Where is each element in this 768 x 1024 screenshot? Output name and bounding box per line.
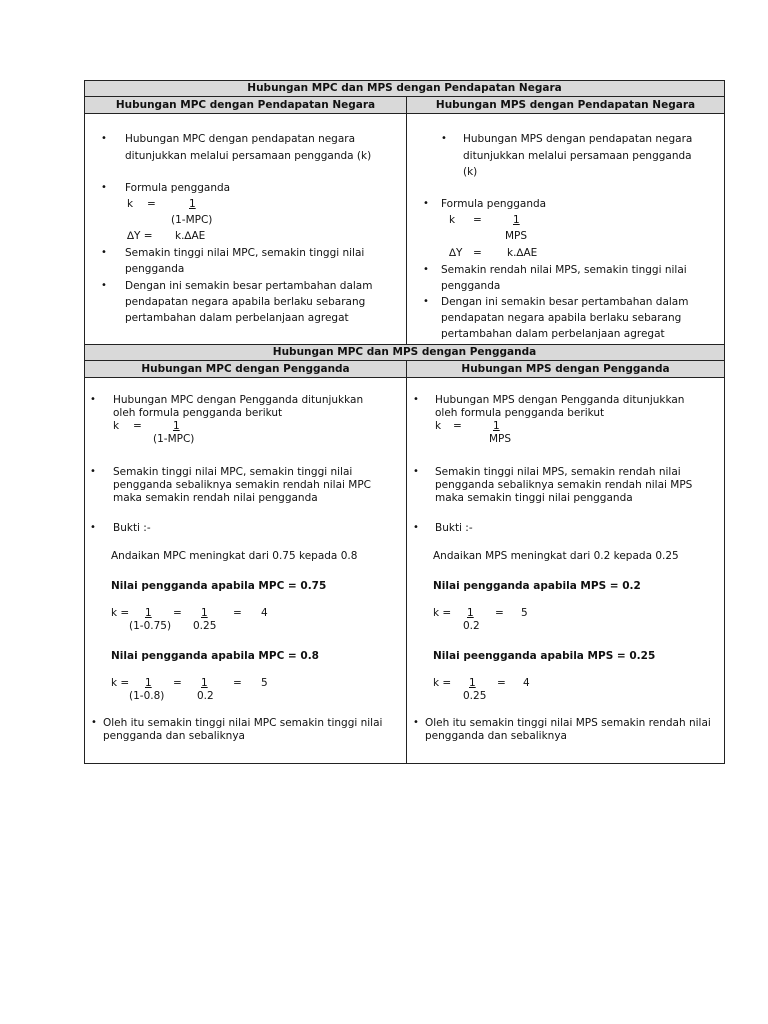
s2l-b2-line1: Semakin tinggi nilai MPC, semakin tinggi nilai	[113, 466, 353, 478]
s2r-case1: Nilai pengganda apabila MPS = 0.2	[433, 580, 641, 592]
s1r-dy: ∆Y	[449, 247, 463, 259]
s2l-conclusion-line1: Oleh itu semakin tinggi nilai MPC semakin tinggi nilai	[103, 717, 383, 729]
s2r-c1-num: 1	[467, 607, 474, 619]
s1l-b4-line2: pendapatan negara apabila berlaku sebarang	[125, 296, 366, 308]
s1r-b3-line1: Semakin rendah nilai MPS, semakin tinggi nilai	[441, 264, 687, 276]
bullet: •	[413, 394, 419, 405]
s2l-c1-den2: 0.25	[193, 620, 217, 632]
section2-left-heading: Hubungan MPC dengan Pengganda	[85, 361, 407, 378]
s2r-b2-line1: Semakin tinggi nilai MPS, semakin rendah nilai	[435, 466, 681, 478]
s2r-b2-line2: pengganda sebaliknya semakin rendah nilai MPS	[435, 479, 693, 491]
s1l-b3-line1: Semakin tinggi nilai MPC, semakin tinggi nilai	[125, 247, 365, 259]
s2l-case1: Nilai pengganda apabila MPC = 0.75	[111, 580, 327, 592]
s1r-num: 1	[513, 214, 520, 226]
s2l-num: 1	[173, 420, 180, 432]
s2r-c1-res: 5	[521, 607, 528, 619]
s2r-c2-num: 1	[469, 677, 476, 689]
s2r-c1-k: k =	[433, 607, 452, 619]
s2l-c1-num2: 1	[201, 607, 208, 619]
section1-left-cell	[85, 114, 407, 345]
s1r-b1-line1: Hubungan MPS dengan pendapatan negara	[463, 133, 693, 145]
s1l-k: k	[127, 198, 134, 210]
s1r-k: k	[449, 214, 456, 226]
s1l-b3-line2: pengganda	[125, 263, 185, 275]
bullet: •	[101, 280, 107, 291]
s2r-b1-line2: oleh formula pengganda berikut	[435, 407, 605, 419]
s2l-c2-den1: (1-0.8)	[129, 690, 165, 702]
bullet: •	[91, 717, 97, 728]
s2r-eq: =	[453, 420, 462, 432]
s2l-c1-eq: =	[173, 607, 182, 619]
s1l-b4-line1: Dengan ini semakin besar pertambahan dalam	[125, 280, 373, 292]
document-page	[84, 80, 724, 764]
s2r-andaikan: Andaikan MPS meningkat dari 0.2 kepada 0.25	[433, 550, 679, 562]
s1l-dyv: k.∆AE	[175, 230, 206, 242]
s2l-c2-eq2: =	[233, 677, 242, 689]
s1l-den: (1-MPC)	[171, 214, 213, 226]
s1r-b2: Formula pengganda	[441, 198, 547, 210]
bullet: •	[423, 296, 429, 307]
bullet: •	[413, 717, 419, 728]
section1-left-heading: Hubungan MPC dengan Pendapatan Negara	[85, 97, 407, 114]
s2r-case2: Nilai peengganda apabila MPS = 0.25	[433, 650, 656, 662]
bullet: •	[441, 133, 447, 144]
s2r-c2-res: 4	[523, 677, 530, 689]
s2r-b1-line1: Hubungan MPS dengan Pengganda ditunjukkan	[435, 394, 685, 406]
section2-title: Hubungan MPC dan MPS dengan Pengganda	[85, 345, 725, 361]
s1l-eq: =	[147, 198, 156, 210]
section1-right-heading: Hubungan MPS dengan Pendapatan Negara	[407, 97, 725, 114]
s1l-num: 1	[189, 198, 196, 210]
bullet: •	[413, 466, 419, 477]
bullet: •	[101, 182, 107, 193]
s2l-c1-den1: (1-0.75)	[129, 620, 172, 632]
s2l-b1-line2: oleh formula pengganda berikut	[113, 407, 283, 419]
s1r-eq: =	[473, 214, 482, 226]
s2r-conclusion-line1: Oleh itu semakin tinggi nilai MPS semakin rendah nilai	[425, 717, 711, 729]
bullet: •	[413, 522, 419, 533]
s2l-c1-res: 4	[261, 607, 268, 619]
s2l-andaikan: Andaikan MPC meningkat dari 0.75 kepada 0.8	[111, 550, 358, 562]
s2l-den: (1-MPC)	[153, 433, 195, 445]
s2l-c1-num1: 1	[145, 607, 152, 619]
s2l-b2-line3: maka semakin rendah nilai pengganda	[113, 492, 318, 504]
s2l-c1-k: k =	[111, 607, 130, 619]
s2r-c1-den: 0.2	[463, 620, 480, 632]
s1l-b1-line1: Hubungan MPC dengan pendapatan negara	[125, 133, 356, 145]
section2-right-heading: Hubungan MPS dengan Pengganda	[407, 361, 725, 378]
s1r-den: MPS	[505, 230, 528, 242]
bullet: •	[90, 466, 96, 477]
s1r-b4-line1: Dengan ini semakin besar pertambahan dalam	[441, 296, 689, 308]
bullet: •	[101, 247, 107, 258]
s2r-num: 1	[493, 420, 500, 432]
bullet: •	[101, 133, 107, 144]
section1-title: Hubungan MPC dan MPS dengan Pendapatan Negara	[85, 81, 725, 97]
s1r-dyeq: =	[473, 247, 482, 259]
s2l-c2-num1: 1	[145, 677, 152, 689]
s2l-c2-res: 5	[261, 677, 268, 689]
bullet: •	[90, 522, 96, 533]
section2-right-cell	[407, 378, 725, 764]
s1r-b1-line3: (k)	[463, 166, 478, 178]
s2l-bukti: Bukti :-	[113, 522, 151, 534]
s1l-b2: Formula pengganda	[125, 182, 231, 194]
s2l-c1-eq2: =	[233, 607, 242, 619]
s2r-c2-eq: =	[497, 677, 506, 689]
comparison-table	[84, 80, 725, 764]
s2l-b1-line1: Hubungan MPC dengan Pengganda ditunjukkan	[113, 394, 364, 406]
s2l-c2-num2: 1	[201, 677, 208, 689]
s2r-bukti: Bukti :-	[435, 522, 473, 534]
s2l-eq: =	[133, 420, 142, 432]
s2r-c2-den: 0.25	[463, 690, 487, 702]
s1r-dyv: k.∆AE	[507, 247, 538, 259]
s1r-b4-line3: pertambahan dalam perbelanjaan agregat	[441, 328, 665, 340]
s1l-b4-line3: pertambahan dalam perbelanjaan agregat	[125, 312, 349, 324]
s1l-dy: ∆Y =	[127, 230, 153, 242]
s1r-b3-line2: pengganda	[441, 280, 501, 292]
s2l-c2-den2: 0.2	[197, 690, 214, 702]
bullet: •	[423, 264, 429, 275]
s2r-conclusion-line2: pengganda dan sebaliknya	[425, 730, 567, 742]
s1r-b1-line2: ditunjukkan melalui persamaan pengganda	[463, 150, 692, 162]
s2l-c2-k: k =	[111, 677, 130, 689]
s2l-conclusion-line2: pengganda dan sebaliknya	[103, 730, 245, 742]
s2r-k: k	[435, 420, 442, 432]
s2l-case2: Nilai pengganda apabila MPC = 0.8	[111, 650, 319, 662]
s2r-den: MPS	[489, 433, 512, 445]
s2l-b2-line2: pengganda sebaliknya semakin rendah nilai MPC	[113, 479, 371, 491]
bullet: •	[90, 394, 96, 405]
bullet: •	[423, 198, 429, 209]
s2l-c2-eq: =	[173, 677, 182, 689]
section2-left-cell	[85, 378, 407, 764]
section1-right-cell	[407, 114, 725, 345]
s1l-b1-line2: ditunjukkan melalui persamaan pengganda (k)	[125, 150, 372, 162]
s2r-c1-eq: =	[495, 607, 504, 619]
s2l-k: k	[113, 420, 120, 432]
s1r-b4-line2: pendapatan negara apabila berlaku sebarang	[441, 312, 682, 324]
s2r-b2-line3: maka semakin tinggi nilai pengganda	[435, 492, 633, 504]
s2r-c2-k: k =	[433, 677, 452, 689]
